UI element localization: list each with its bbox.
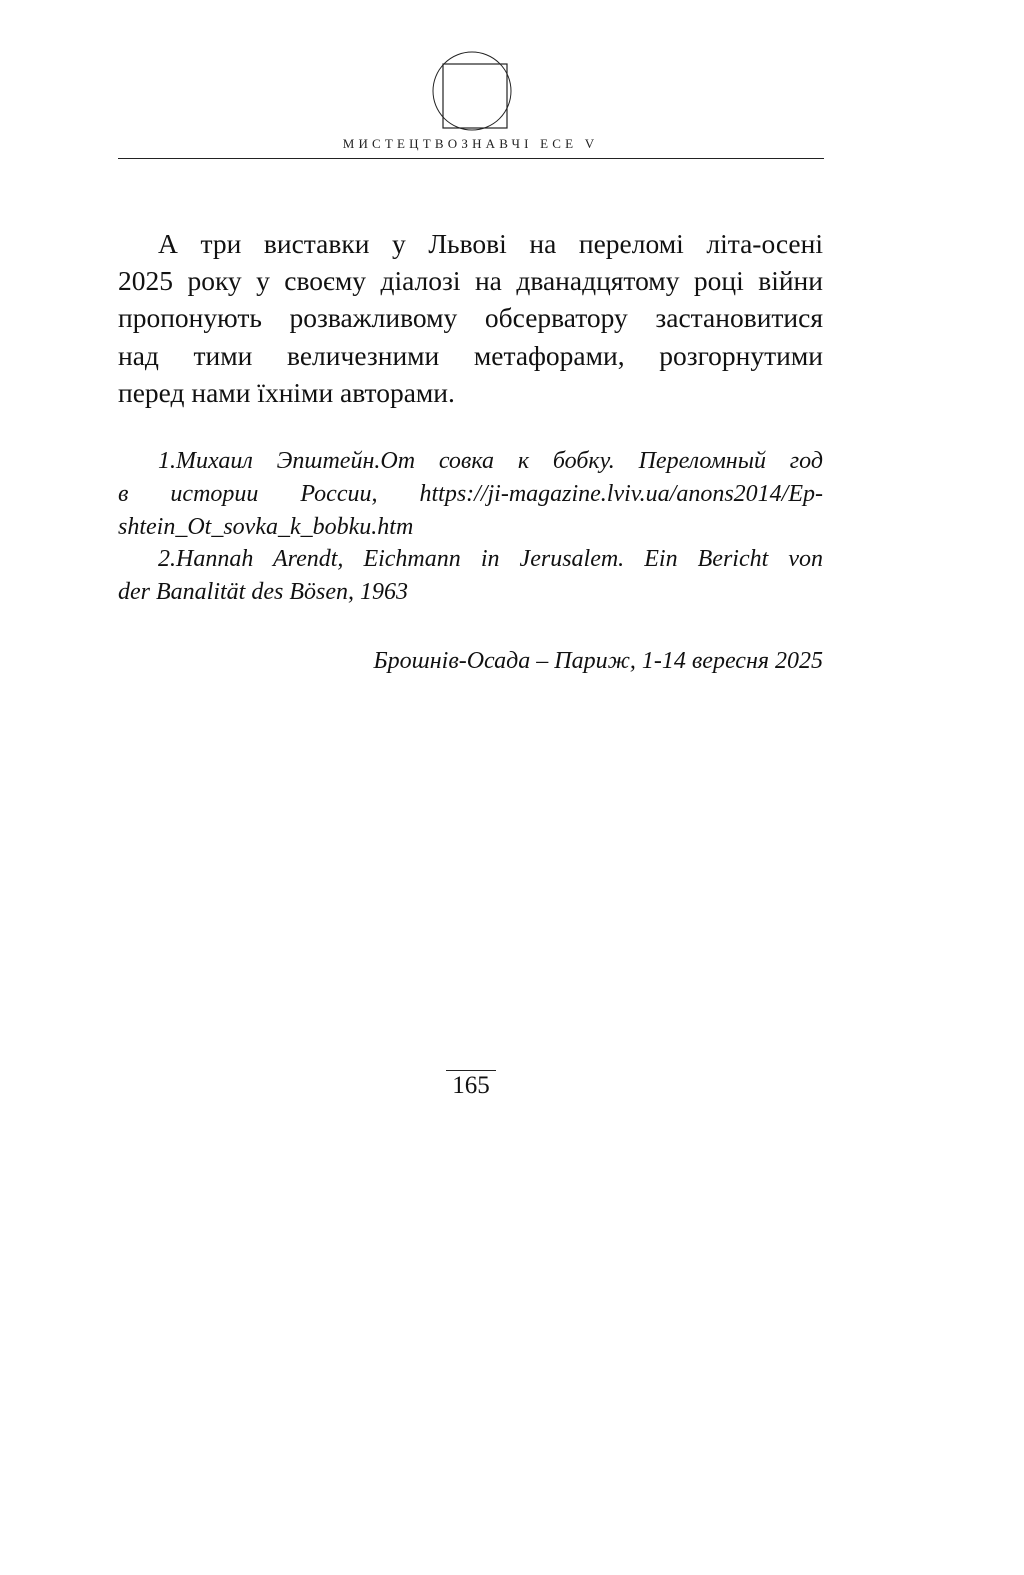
paragraph-line: пропонують розважливому обсерватору застановитися <box>118 302 823 334</box>
footnote-line: 1.Михаил Эпштейн.От совка к бобку. Переломный год <box>158 448 823 474</box>
paragraph-line: А три виставки у Львові на переломі літа-осені <box>158 228 823 259</box>
footnote-line: der Banalität des Bösen, 1963 <box>118 579 408 606</box>
page-number: 165 <box>446 1070 496 1101</box>
paragraph-line: 2025 року у своєму діалозі на дванадцятому році війни <box>118 265 823 297</box>
footnote-line: shtein_Ot_sovka_k_bobku.htm <box>118 513 414 540</box>
body-paragraph <box>118 225 823 411</box>
footnote-line: 2.Hannah Arendt, Eichmann in Jerusalem. Ein Bericht von <box>158 546 823 573</box>
running-head: МИСТЕЦТВОЗНАВЧІ ЕСЕ V <box>342 136 599 151</box>
paragraph-line: над тими величезними метафорами, розгорнутими <box>118 339 823 371</box>
header-rule <box>118 158 824 159</box>
footnote-line: в истории России, https://ji-magazine.lviv.ua/anons2014/Ep- <box>118 480 823 507</box>
circle-square-logo-icon <box>431 50 513 132</box>
place-date: Брошнів-Осада – Париж, 1-14 вересня 2025 <box>373 648 823 674</box>
footnotes <box>118 445 823 609</box>
paragraph-line: перед нами їхніми авторами. <box>118 376 455 408</box>
